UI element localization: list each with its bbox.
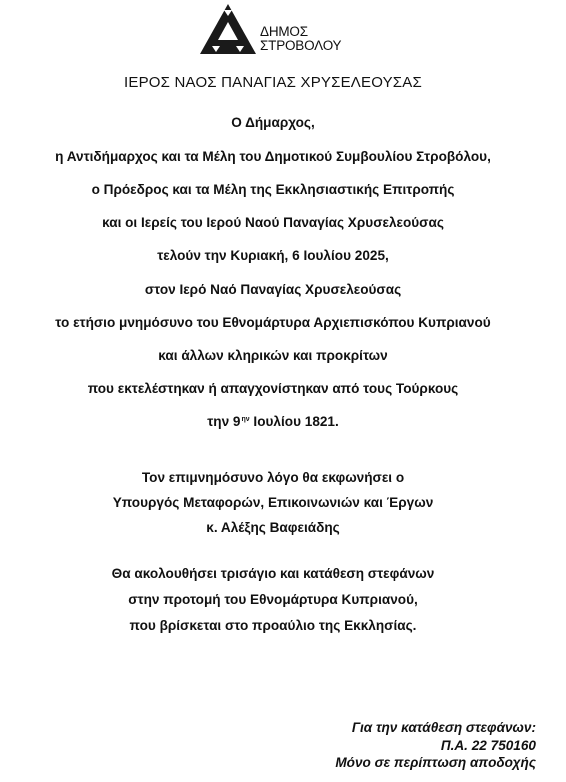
ceremony-line: στην προτομή του Εθνομάρτυρα Κυπριανού,: [128, 592, 418, 607]
body-line: στον Ιερό Ναό Παναγίας Χρυσελεούσας: [144, 282, 402, 297]
body-line: τελούν την Κυριακή, 6 Ιουλίου 2025,: [157, 248, 389, 263]
contact-line: Μόνο σε περίπτωση αποδοχής: [335, 755, 536, 770]
date-suffix: Ιουλίου 1821.: [249, 414, 339, 429]
body-line: το ετήσιο μνημόσυνο του Εθνομάρτυρα Αρχιεπισκόπου Κυπριανού: [55, 315, 491, 330]
body-line: ο Πρόεδρος και τα Μέλη της Εκκλησιαστικής Επιτροπής: [91, 182, 455, 197]
speech-line: Υπουργός Μεταφορών, Επικοινωνιών και Έργων: [112, 495, 434, 510]
page-title: ΙΕΡΟΣ ΝΑΟΣ ΠΑΝΑΓΙΑΣ ΧΡΥΣΕΛΕΟΥΣΑΣ: [124, 74, 422, 91]
dimos-strovolou-logo: [198, 2, 348, 56]
body-line: που εκτελέστηκαν ή απαγχονίστηκαν από τους Τούρκους: [87, 381, 459, 396]
body-line: και άλλων κληρικών και προκρίτων: [158, 348, 388, 363]
body-line: Ο Δήμαρχος,: [231, 115, 315, 130]
ceremony-line: που βρίσκεται στο προαύλιο της Εκκλησίας.: [129, 618, 417, 633]
body-line: και οι Ιερείς του Ιερού Ναού Παναγίας Χρυσελεούσας: [102, 215, 444, 230]
logo-text-dimos: ΔΗΜΟΣ: [260, 24, 308, 39]
triangle-logo-icon: [198, 2, 258, 56]
ceremony-line: Θα ακολουθήσει τρισάγιο και κατάθεση στεφάνων: [111, 566, 435, 581]
contact-phone: Π.Α. 22 750160: [440, 738, 536, 753]
date-line: [0, 414, 546, 429]
speech-line: Τον επιμνημόσυνο λόγο θα εκφωνήσει ο: [141, 470, 405, 485]
speech-line: κ. Αλέξης Βαφειάδης: [206, 520, 340, 535]
logo-text-strovolou: ΣΤΡΟΒΟΛΟΥ: [260, 38, 342, 53]
contact-line: Για την κατάθεση στεφάνων:: [351, 720, 536, 735]
date-superscript: ην: [241, 416, 250, 423]
date-prefix: την 9: [207, 414, 241, 429]
body-line: η Αντιδήμαρχος και τα Μέλη του Δημοτικού Συμβουλίου Στροβόλου,: [55, 149, 491, 164]
